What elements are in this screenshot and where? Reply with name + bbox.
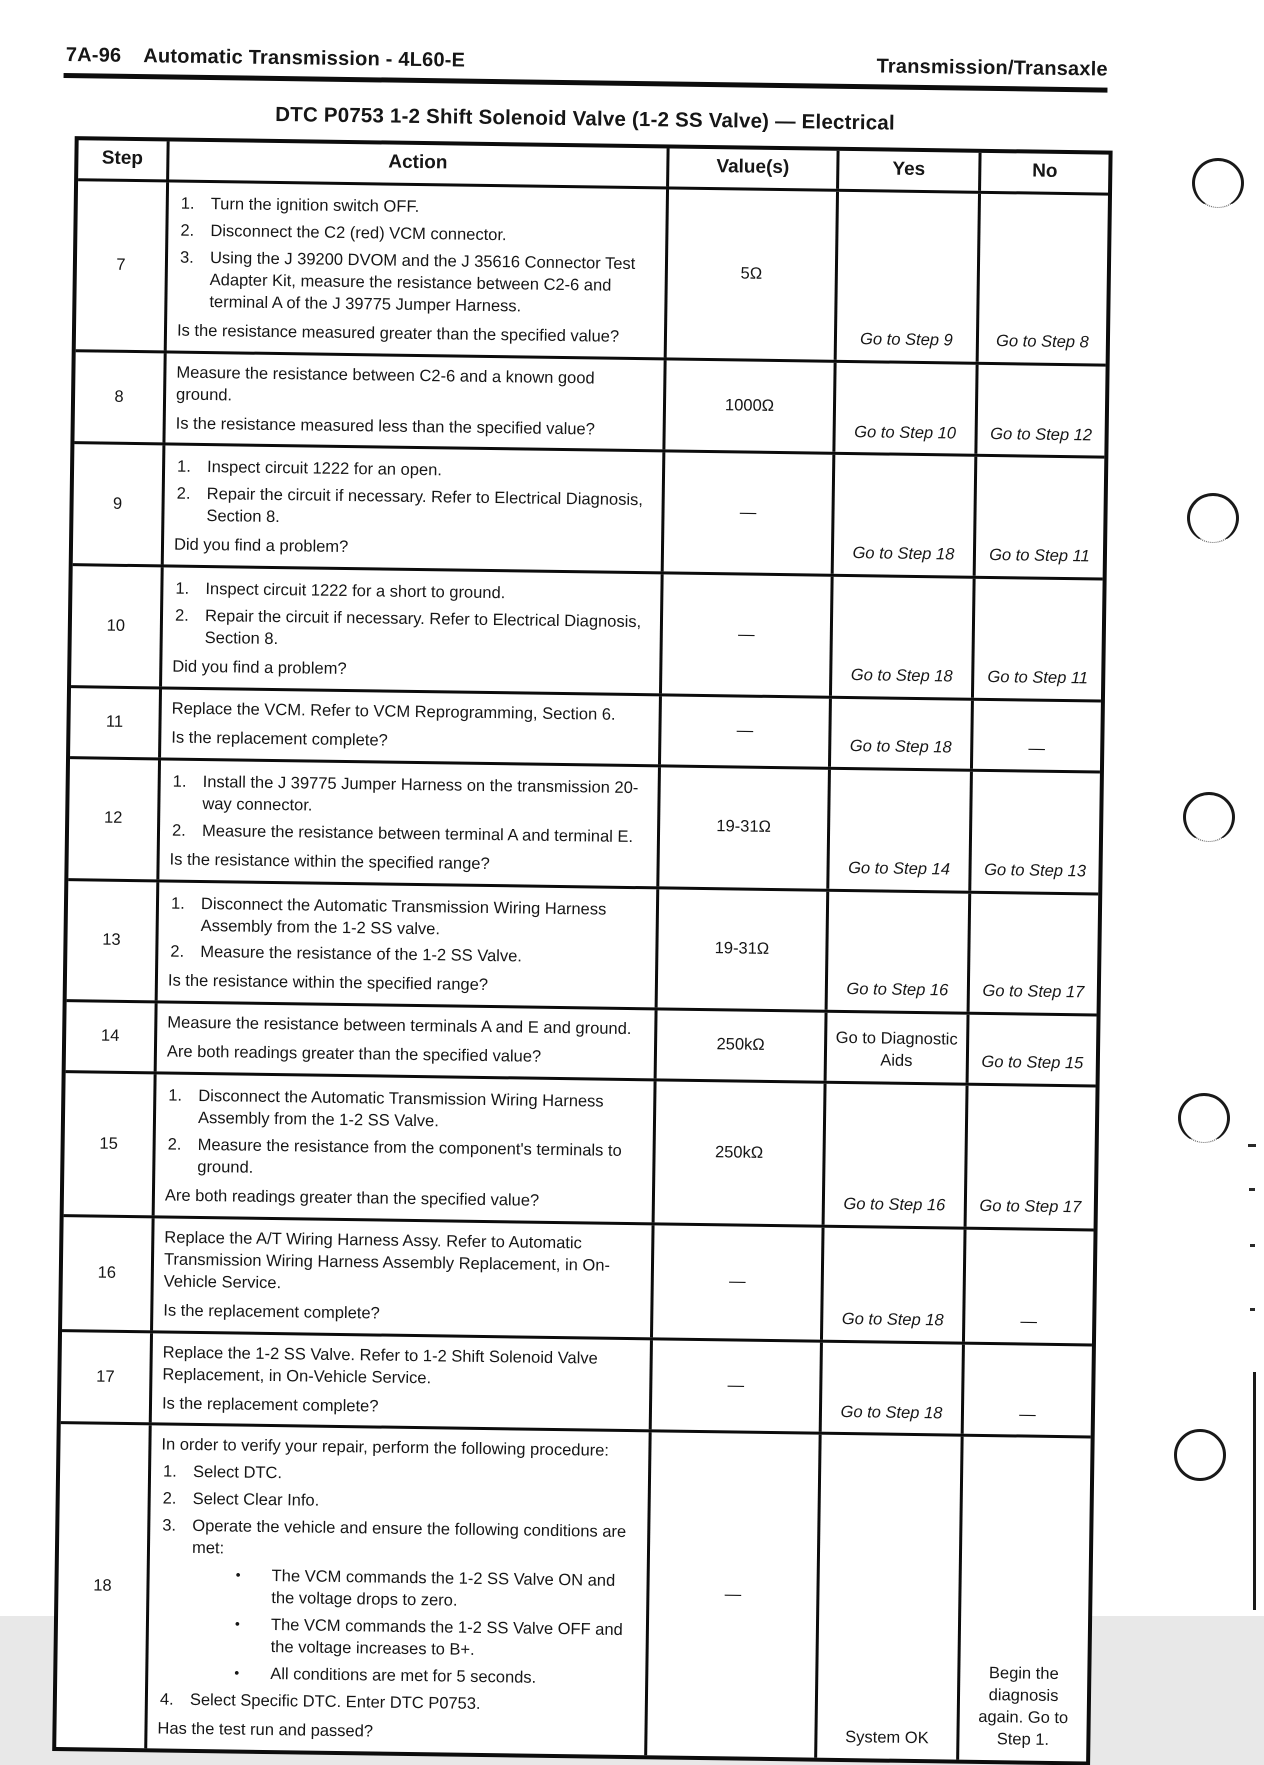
punch-hole [1183, 792, 1235, 842]
action-cell [162, 353, 663, 450]
action-item-text: Inspect circuit 1222 for an open. [206, 458, 443, 480]
action-item [179, 248, 655, 320]
action-cell [164, 182, 666, 357]
punch-hole [1187, 493, 1239, 543]
action-text: In order to verify your repair, perform the following procedure: [161, 1435, 610, 1461]
item-number: 2. [180, 221, 195, 240]
no-cell: Go to Step 11 [971, 579, 1103, 700]
action-item [162, 1516, 638, 1567]
item-number: 2. [167, 1135, 182, 1154]
table-row [71, 563, 1103, 699]
action-text: Measure the resistance between C2-6 and a known good ground. [175, 363, 595, 404]
action-cell [144, 1426, 648, 1755]
yes-cell: Go to Step 16 [825, 891, 969, 1012]
table-row [73, 442, 1105, 578]
yes-cell: Go to Step 18 [819, 1342, 962, 1434]
action-question: Is the resistance within the specified range? [169, 850, 490, 873]
yes-cell: Go to Step 18 [829, 577, 973, 698]
table-row [66, 999, 1097, 1084]
column-header-no: No [978, 153, 1109, 193]
table-row [74, 349, 1105, 456]
step-cell: 9 [112, 494, 123, 513]
no-cell: — [962, 1230, 1094, 1344]
value-cell: 1000Ω [662, 360, 833, 452]
action-item-text: Repair the circuit if necessary. Refer to Electrical Diagnosis, Section 8. [204, 607, 642, 649]
diagnostic-table [52, 136, 1112, 1765]
step-cell: 14 [100, 1026, 120, 1046]
action-item-text: Measure the resistance between terminal A and terminal E. [201, 821, 634, 846]
action-item [163, 1462, 638, 1491]
item-number: 1. [176, 458, 191, 477]
action-item [172, 771, 648, 822]
table-row [68, 756, 1100, 892]
action-item-text: Using the J 39200 DVOM and the J 35616 Connector Test Adapter Kit, measure the resistance between C2-6 and terminal A of the J 39775 Jumper Harness. [209, 248, 636, 316]
action-question: Is the replacement complete? [161, 1394, 379, 1416]
item-number: 1. [175, 579, 190, 598]
yes-cell: Go to Step 9 [834, 192, 978, 362]
running-header-left [66, 44, 466, 73]
item-number: 1. [162, 1462, 177, 1482]
action-question: Are both readings greater than the specified value? [166, 1042, 542, 1067]
item-number: 1. [168, 1086, 183, 1105]
item-number: 1. [172, 772, 187, 791]
page-number: 7A-96 [65, 44, 122, 67]
step-cell: 13 [102, 930, 121, 949]
column-header-action: Action [166, 141, 666, 186]
action-cell [156, 760, 658, 886]
action-item [176, 484, 652, 535]
action-item-text: Select DTC. [192, 1463, 283, 1483]
action-item [171, 893, 647, 944]
yes-cell: Go to Step 18 [820, 1228, 964, 1342]
yes-cell: System OK [814, 1435, 960, 1759]
item-number: 1. [170, 894, 185, 913]
action-item-text: Repair the circuit if necessary. Refer to Electrical Diagnosis, Section 8. [206, 485, 644, 527]
step-cell: 12 [103, 808, 123, 828]
value-cell: 19-31Ω [655, 889, 827, 1010]
column-header-yes: Yes [836, 151, 979, 191]
value-cell: 5Ω [664, 189, 836, 359]
action-question: Is the replacement complete? [171, 728, 388, 750]
action-question: Is the resistance measured greater than the specified value? [176, 321, 620, 346]
bullet-icon: • [234, 1664, 240, 1681]
action-item-text: The VCM commands the 1-2 SS Valve OFF and the voltage increases to B+. [270, 1616, 623, 1659]
action-question: Did you find a problem? [173, 535, 349, 557]
item-number: 3. [162, 1516, 177, 1535]
scan-edge-artifact [1250, 1244, 1255, 1247]
value-cell: 250kΩ [652, 1082, 824, 1225]
step-cell: 10 [106, 616, 126, 635]
value-cell: — [659, 575, 831, 696]
item-number: 2. [171, 821, 186, 840]
item-number: 2. [162, 1489, 177, 1509]
yes-cell: Go to Step 16 [822, 1084, 966, 1227]
item-number: 2. [170, 943, 185, 962]
action-item [177, 457, 652, 486]
action-item-text: Operate the vehicle and ensure the following conditions are met: [191, 1517, 627, 1558]
action-cell [149, 1333, 650, 1430]
action-item [163, 1489, 638, 1518]
action-question: Did you find a problem? [172, 657, 347, 679]
step-cell: 8 [114, 387, 124, 406]
yes-cell: Go to Step 14 [826, 770, 970, 891]
action-cell [161, 446, 663, 572]
scan-edge-artifact [1253, 1372, 1256, 1610]
item-number: 1. [180, 194, 195, 213]
item-number: 2. [176, 484, 191, 504]
table-row [61, 1329, 1092, 1436]
no-cell: Begin the diagnosis again. Go to Step 1. [956, 1437, 1090, 1761]
scan-edge-artifact [1250, 1308, 1255, 1311]
bullet-icon: • [235, 1566, 241, 1583]
action-text: Replace the 1-2 SS Valve. Refer to 1-2 Shift Solenoid Valve Replacement, in On-Vehicle Service. [162, 1343, 598, 1387]
action-item-text: Inspect circuit 1222 for a short to ground. [205, 580, 506, 603]
action-item [175, 606, 651, 657]
value-cell: — [644, 1433, 818, 1758]
table-row [76, 178, 1108, 363]
action-question: Is the resistance within the specified range? [167, 971, 489, 995]
action-item [167, 1135, 643, 1186]
action-cell [150, 1218, 652, 1337]
action-item [181, 194, 656, 223]
page-title: DTC P0753 1-2 Shift Solenoid Valve (1-2 SS Valve) — Electrical [275, 102, 895, 135]
item-number: 4. [159, 1690, 174, 1709]
punch-hole [1174, 1429, 1226, 1481]
table-body [56, 178, 1108, 1761]
no-cell: Go to Step 17 [964, 1086, 1096, 1228]
yes-cell: Go to Step 18 [828, 699, 971, 769]
page-content [40, 44, 1108, 1765]
table-row [62, 1214, 1094, 1343]
action-item [175, 579, 650, 608]
action-cell [159, 568, 661, 694]
action-cell [152, 1075, 654, 1223]
action-item-text: Disconnect the Automatic Transmission Wiring Harness Assembly from the 1-2 SS valve. [200, 894, 607, 938]
action-item-text: Measure the resistance from the component's terminals to ground. [197, 1136, 622, 1177]
column-header-step: Step [101, 147, 144, 170]
no-cell: Go to Step 8 [976, 194, 1108, 363]
action-text: Measure the resistance between terminals A and E and ground. [167, 1013, 632, 1039]
action-item-text: Install the J 39775 Jumper Harness on the transmission 20-way connector. [202, 772, 639, 815]
scan-edge-artifact [1249, 1188, 1255, 1191]
action-item-text: Disconnect the C2 (red) VCM connector. [210, 222, 507, 245]
table-row [64, 1070, 1096, 1228]
action-item-text: Disconnect the Automatic Transmission Wiring Harness Assembly from the 1-2 SS Valve. [197, 1087, 604, 1131]
action-text: Replace the A/T Wiring Harness Assy. Refer to Automatic Transmission Wiring Harness Assembly Replacement, in On-Vehicle Service. [163, 1228, 611, 1292]
value-cell: — [650, 1225, 822, 1339]
no-cell: Go to Step 12 [974, 364, 1105, 456]
table-row [67, 878, 1099, 1014]
step-cell: 16 [97, 1263, 117, 1282]
action-item-text: Measure the resistance of the 1-2 SS Valve. [200, 943, 523, 966]
yes-cell: Go to Step 18 [831, 455, 975, 576]
action-text: Replace the VCM. Refer to VCM Reprogramming, Section 6. [171, 699, 616, 724]
item-number: 2. [174, 606, 189, 625]
step-cell: 11 [105, 712, 124, 731]
step-cell: 17 [96, 1367, 115, 1386]
no-cell: Go to Step 17 [967, 893, 1099, 1014]
action-item [168, 1086, 644, 1137]
no-cell: Go to Step 15 [966, 1015, 1097, 1085]
section-title: Automatic Transmission - 4L60-E [143, 45, 466, 72]
value-cell: 19-31Ω [656, 767, 828, 888]
table-row [56, 1422, 1090, 1762]
action-item-text: Select Specific DTC. Enter DTC P0753. [189, 1690, 481, 1713]
action-item-text: All conditions are met for 5 seconds. [270, 1664, 537, 1687]
action-cell [158, 689, 659, 764]
action-cell [154, 1004, 655, 1079]
no-cell: Go to Step 13 [968, 772, 1100, 893]
no-cell: — [970, 701, 1101, 771]
punch-hole [1178, 1093, 1230, 1143]
column-header-values: Value(s) [666, 148, 837, 188]
action-question: Has the test run and passed? [157, 1719, 374, 1741]
step-cell: 18 [93, 1576, 112, 1595]
scan-edge-artifact [1248, 1144, 1256, 1147]
action-item [180, 221, 655, 250]
value-cell: 250kΩ [654, 1011, 825, 1081]
yes-cell: Go to Step 10 [832, 362, 975, 454]
running-header-right: Transmission/Transaxle [876, 55, 1108, 81]
no-cell: — [961, 1344, 1092, 1436]
action-item [234, 1663, 635, 1691]
item-number: 3. [179, 248, 194, 267]
action-item-text: The VCM commands the 1-2 SS Valve ON and the voltage drops to zero. [271, 1567, 616, 1610]
action-item-text: Select Clear Info. [192, 1490, 320, 1511]
value-cell: — [658, 696, 829, 766]
yes-cell: Go to Diagnostic Aids [824, 1013, 967, 1083]
step-cell: 7 [116, 255, 126, 274]
value-cell: — [649, 1340, 820, 1432]
action-item-text: Turn the ignition switch OFF. [210, 195, 420, 216]
punch-hole [1192, 158, 1244, 208]
action-cell [155, 882, 657, 1008]
value-cell: — [661, 453, 833, 574]
bullet-icon: • [234, 1615, 240, 1632]
no-cell: Go to Step 11 [973, 457, 1105, 578]
action-item [235, 1566, 637, 1615]
table-row [70, 685, 1101, 770]
action-question: Is the resistance measured less than the specified value? [175, 414, 595, 438]
action-question: Is the replacement complete? [163, 1301, 380, 1323]
action-item [234, 1615, 636, 1664]
step-cell: 15 [99, 1134, 118, 1153]
action-question: Are both readings greater than the specified value? [164, 1186, 540, 1210]
